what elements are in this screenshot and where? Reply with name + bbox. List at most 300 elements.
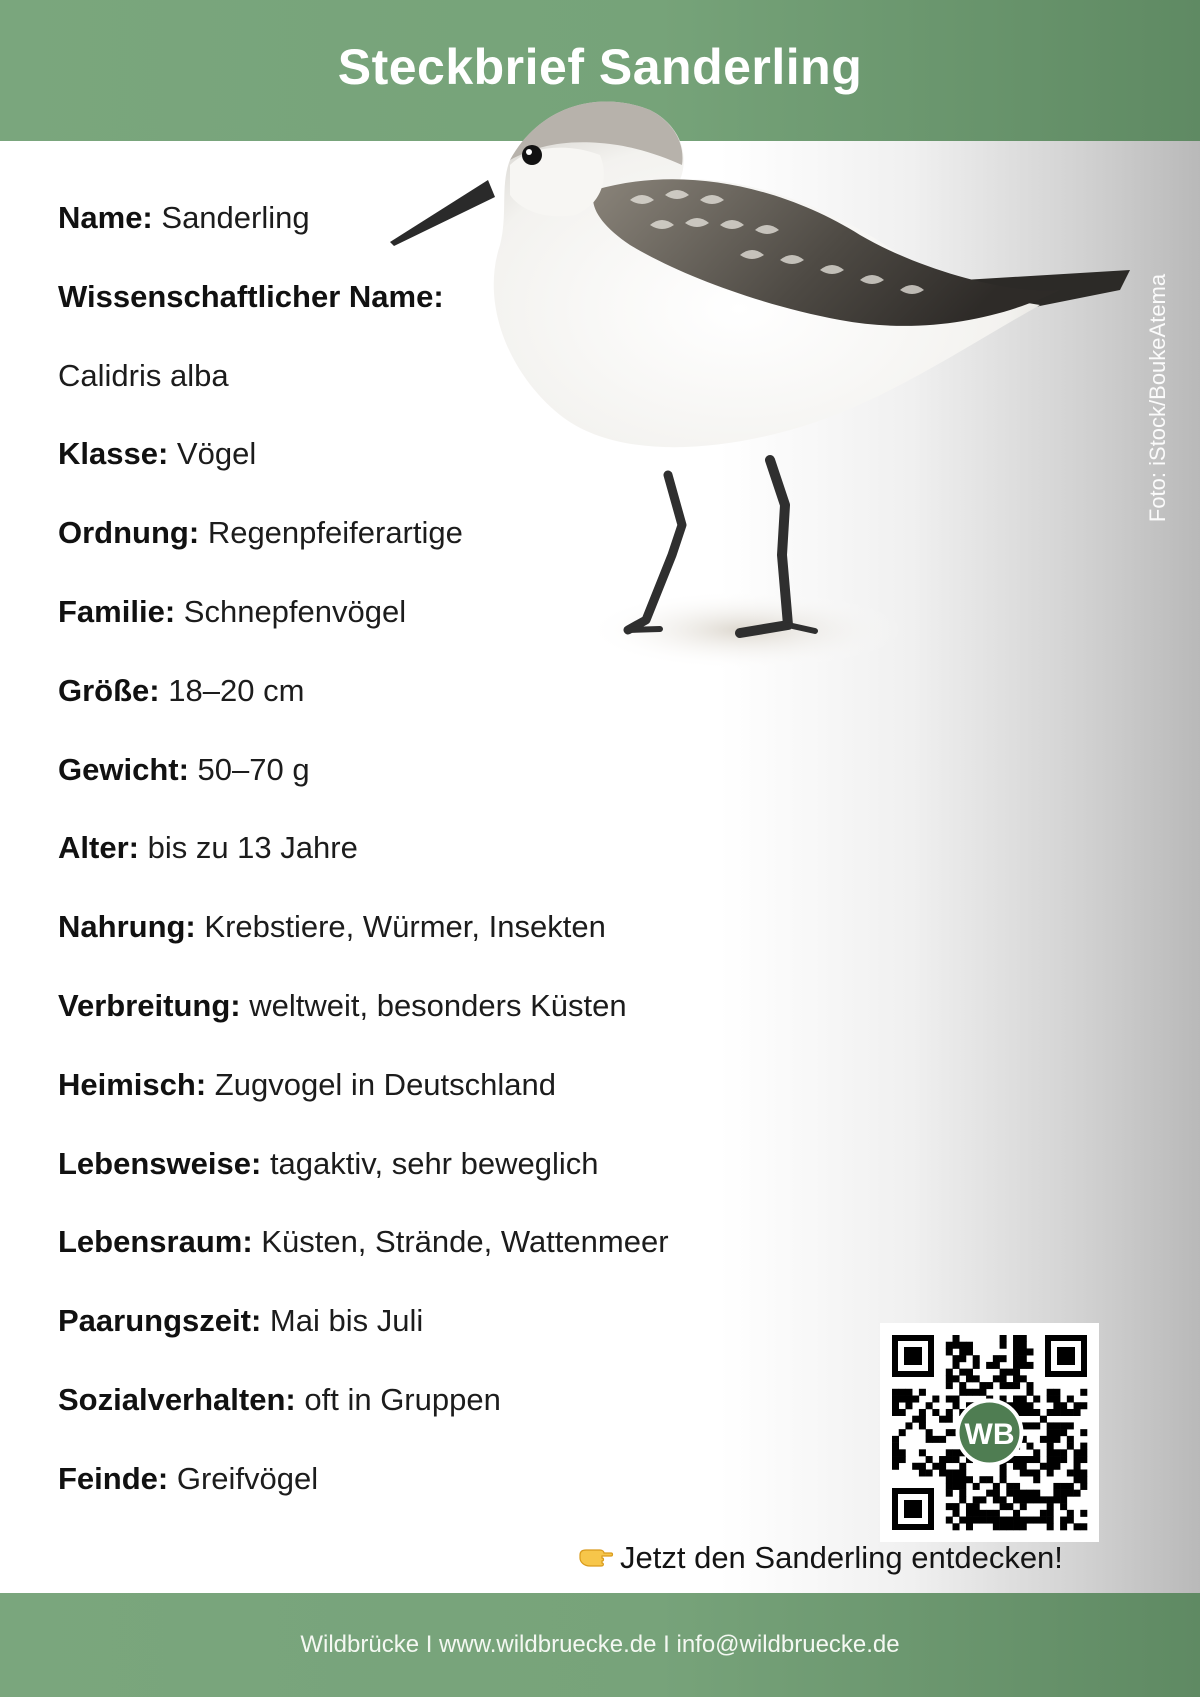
qr-module — [1026, 1409, 1033, 1416]
qr-module — [993, 1483, 1000, 1490]
qr-module — [1067, 1443, 1074, 1450]
qr-module — [946, 1375, 953, 1382]
cta-text: Jetzt den Sanderling entdecken! — [620, 1540, 1063, 1575]
photo-credit: Foto: iStock/BoukeAtema — [1145, 273, 1170, 523]
qr-module — [959, 1517, 966, 1524]
qr-code-image — [880, 1323, 1099, 1542]
fact-label: Ordnung: — [58, 515, 200, 551]
qr-module — [912, 1396, 919, 1403]
qr-module — [1067, 1469, 1074, 1476]
qr-module — [1033, 1449, 1040, 1456]
qr-module — [899, 1456, 906, 1463]
qr-module — [979, 1382, 986, 1389]
qr-module — [1060, 1449, 1067, 1456]
qr-module — [926, 1456, 933, 1463]
qr-module — [993, 1496, 1000, 1503]
qr-module — [1053, 1496, 1060, 1503]
qr-module — [1053, 1463, 1060, 1470]
qr-module — [1047, 1469, 1054, 1476]
qr-module — [1033, 1396, 1040, 1403]
fact-line — [58, 513, 463, 553]
qr-module — [953, 1469, 960, 1476]
qr-module — [959, 1483, 966, 1490]
qr-module — [899, 1389, 906, 1396]
qr-module — [1047, 1503, 1054, 1510]
qr-module — [1040, 1416, 1047, 1423]
qr-module — [986, 1476, 993, 1483]
qr-module — [1000, 1523, 1007, 1530]
qr-module — [932, 1396, 939, 1403]
qr-module — [905, 1422, 912, 1429]
qr-module — [1020, 1456, 1027, 1463]
qr-module — [1060, 1523, 1067, 1530]
qr-module — [979, 1510, 986, 1517]
qr-module — [1040, 1436, 1047, 1443]
qr-module — [1053, 1409, 1060, 1416]
fact-label: Name: — [58, 200, 153, 235]
qr-module — [966, 1369, 973, 1376]
fact-value: Sanderling — [161, 200, 310, 235]
qr-module — [1020, 1348, 1027, 1355]
qr-module — [953, 1362, 960, 1369]
qr-module — [1020, 1335, 1027, 1342]
qr-module — [1053, 1449, 1060, 1456]
fact-line — [58, 986, 627, 1026]
qr-module — [959, 1490, 966, 1497]
fact-line — [58, 1065, 556, 1105]
qr-module — [1067, 1490, 1074, 1497]
qr-module — [986, 1382, 993, 1389]
qr-module — [973, 1483, 980, 1490]
qr-module — [939, 1456, 946, 1463]
fact-value: Vögel — [176, 436, 257, 472]
qr-module — [1067, 1409, 1074, 1416]
qr-module — [1013, 1342, 1020, 1349]
qr-module — [899, 1409, 906, 1416]
qr-module — [946, 1490, 953, 1497]
qr-module — [1026, 1443, 1033, 1450]
qr-module — [939, 1463, 946, 1470]
qr-module — [953, 1375, 960, 1382]
qr-module — [1026, 1389, 1033, 1396]
qr-module — [953, 1510, 960, 1517]
qr-module — [1020, 1409, 1027, 1416]
qr-module — [1053, 1402, 1060, 1409]
qr-module — [959, 1496, 966, 1503]
qr-module — [1080, 1523, 1087, 1530]
fact-line — [58, 198, 310, 238]
qr-module — [1000, 1382, 1007, 1389]
qr-module — [1000, 1375, 1007, 1382]
qr-module — [1013, 1483, 1020, 1490]
qr-module — [973, 1389, 980, 1396]
qr-module — [892, 1389, 899, 1396]
qr-module — [1074, 1490, 1081, 1497]
qr-module — [966, 1476, 973, 1483]
qr-module — [1026, 1422, 1033, 1429]
qr-module — [1006, 1517, 1013, 1524]
fact-value: Krebstiere, Würmer, Insekten — [204, 909, 606, 945]
qr-module — [1047, 1409, 1054, 1416]
qr-module — [1006, 1382, 1013, 1389]
call-to-action[interactable] — [578, 1540, 1063, 1576]
qr-module — [966, 1503, 973, 1510]
qr-module — [1033, 1422, 1040, 1429]
qr-module — [926, 1402, 933, 1409]
qr-module — [953, 1476, 960, 1483]
qr-module — [1067, 1422, 1074, 1429]
qr-module — [1047, 1449, 1054, 1456]
qr-module — [1053, 1436, 1060, 1443]
qr-module — [1006, 1483, 1013, 1490]
qr-module — [1033, 1469, 1040, 1476]
qr-module — [926, 1469, 933, 1476]
qr-module — [892, 1409, 899, 1416]
qr-module — [959, 1348, 966, 1355]
qr-module — [892, 1463, 899, 1470]
qr-module — [1080, 1456, 1087, 1463]
fact-label: Größe: — [58, 672, 160, 708]
qr-module — [979, 1476, 986, 1483]
qr-module — [1026, 1362, 1033, 1369]
qr-module — [1013, 1517, 1020, 1524]
qr-module — [1020, 1396, 1027, 1403]
qr-module — [1020, 1402, 1027, 1409]
qr-module — [973, 1375, 980, 1382]
qr-module — [1067, 1483, 1074, 1490]
qr-module — [1020, 1342, 1027, 1349]
pointing-hand-icon — [578, 1542, 614, 1572]
qr-module — [1047, 1463, 1054, 1470]
qr-module — [1013, 1510, 1020, 1517]
qr-module — [973, 1362, 980, 1369]
fact-value: 50–70 g — [197, 751, 310, 787]
qr-module — [1013, 1496, 1020, 1503]
qr-module — [1040, 1510, 1047, 1517]
qr-module — [1020, 1503, 1027, 1510]
qr-module — [1080, 1449, 1087, 1456]
qr-module — [1026, 1517, 1033, 1524]
qr-module — [1013, 1523, 1020, 1530]
fact-label: Familie: — [58, 594, 176, 629]
qr-module — [1047, 1422, 1054, 1429]
fact-value: 18–20 cm — [168, 672, 305, 708]
qr-module — [979, 1496, 986, 1503]
qr-module — [993, 1490, 1000, 1497]
fact-label: Paarungszeit: — [58, 1303, 262, 1339]
qr-module — [973, 1517, 980, 1524]
qr-module — [1013, 1362, 1020, 1369]
fact-line — [58, 1459, 318, 1499]
qr-module — [939, 1436, 946, 1443]
fact-line — [58, 1222, 669, 1262]
qr-module — [1047, 1396, 1054, 1403]
qr-module — [892, 1456, 899, 1463]
qr-module — [1013, 1335, 1020, 1342]
qr-module — [1006, 1523, 1013, 1530]
qr-module — [1013, 1490, 1020, 1497]
qr-module — [932, 1436, 939, 1443]
qr-module — [1013, 1348, 1020, 1355]
qr-module — [1060, 1402, 1067, 1409]
qr-module — [1080, 1483, 1087, 1490]
qr-module — [1053, 1396, 1060, 1403]
fact-label: Nahrung: — [58, 909, 196, 945]
qr-module — [946, 1456, 953, 1463]
qr-module — [1000, 1369, 1007, 1376]
qr-module — [946, 1416, 953, 1423]
qr-module — [919, 1463, 926, 1470]
qr-module — [953, 1483, 960, 1490]
qr-module — [1026, 1469, 1033, 1476]
qr-module — [1074, 1476, 1081, 1483]
qr-module — [1013, 1369, 1020, 1376]
qr-module — [986, 1517, 993, 1524]
qr-module — [892, 1443, 899, 1450]
qr-module — [1060, 1483, 1067, 1490]
qr-module — [1067, 1510, 1074, 1517]
qr-module — [1060, 1409, 1067, 1416]
qr-module — [1020, 1469, 1027, 1476]
qr-module — [993, 1355, 1000, 1362]
qr-module — [1060, 1490, 1067, 1497]
qr-module — [1013, 1355, 1020, 1362]
qr-module — [993, 1375, 1000, 1382]
qr-module — [919, 1449, 926, 1456]
qr-module — [993, 1510, 1000, 1517]
qr-module — [1080, 1476, 1087, 1483]
qr-module — [1080, 1469, 1087, 1476]
qr-module — [986, 1490, 993, 1497]
qr-module — [1053, 1483, 1060, 1490]
qr-code[interactable] — [880, 1323, 1099, 1542]
fact-value: Zugvogel in Deutschland — [214, 1066, 557, 1102]
qr-module — [1047, 1389, 1054, 1396]
qr-module — [899, 1449, 906, 1456]
fact-line — [58, 592, 406, 632]
qr-module — [892, 1402, 899, 1409]
fact-line — [58, 1380, 501, 1420]
qr-module — [979, 1517, 986, 1524]
qr-module — [919, 1469, 926, 1476]
qr-module — [892, 1449, 899, 1456]
qr-module — [973, 1503, 980, 1510]
qr-module — [993, 1362, 1000, 1369]
footer-contact[interactable]: Wildbrücke I www.wildbruecke.de I info@wildbruecke.de — [300, 1631, 900, 1658]
qr-module — [946, 1369, 953, 1376]
qr-module — [1000, 1517, 1007, 1524]
fact-label: Verbreitung: — [58, 988, 241, 1023]
qr-module — [959, 1469, 966, 1476]
qr-module — [973, 1510, 980, 1517]
qr-module — [1020, 1490, 1027, 1497]
qr-module — [946, 1348, 953, 1355]
fact-label: Gewicht: — [58, 751, 189, 787]
qr-module — [1074, 1402, 1081, 1409]
qr-module — [892, 1436, 899, 1443]
qr-module — [1053, 1389, 1060, 1396]
qr-module — [953, 1523, 960, 1530]
qr-module — [1060, 1496, 1067, 1503]
qr-module — [946, 1449, 953, 1456]
fact-value: oft in Gruppen — [304, 1382, 501, 1417]
qr-module — [993, 1517, 1000, 1524]
qr-module — [1047, 1517, 1054, 1524]
qr-module — [986, 1362, 993, 1369]
qr-module — [946, 1469, 953, 1476]
qr-module — [959, 1355, 966, 1362]
qr-module — [1053, 1429, 1060, 1436]
qr-module — [966, 1510, 973, 1517]
qr-module — [1006, 1490, 1013, 1497]
qr-module — [1026, 1382, 1033, 1389]
qr-module — [1060, 1429, 1067, 1436]
qr-module — [1013, 1396, 1020, 1403]
qr-module — [1080, 1402, 1087, 1409]
qr-module — [1047, 1456, 1054, 1463]
qr-module — [939, 1416, 946, 1423]
qr-module — [959, 1389, 966, 1396]
page-title: Steckbrief Sanderling — [337, 39, 863, 95]
fact-value: Calidris alba — [58, 357, 229, 393]
qr-module — [1000, 1335, 1007, 1342]
fact-line — [58, 828, 358, 868]
qr-module — [1013, 1402, 1020, 1409]
qr-module — [1026, 1348, 1033, 1355]
fact-label: Lebensweise: — [58, 1145, 262, 1181]
qr-module — [946, 1503, 953, 1510]
qr-module — [939, 1469, 946, 1476]
qr-module — [973, 1496, 980, 1503]
qr-module — [986, 1510, 993, 1517]
qr-module — [946, 1409, 953, 1416]
qr-module — [1053, 1422, 1060, 1429]
qr-module — [1000, 1496, 1007, 1503]
qr-logo-text: WB — [964, 1418, 1015, 1451]
qr-module — [1047, 1523, 1054, 1530]
qr-module — [1033, 1496, 1040, 1503]
qr-module — [1006, 1503, 1013, 1510]
qr-module — [1020, 1517, 1027, 1524]
qr-module — [946, 1396, 953, 1403]
qr-module — [919, 1409, 926, 1416]
qr-module — [946, 1382, 953, 1389]
qr-module — [979, 1389, 986, 1396]
qr-module — [919, 1416, 926, 1423]
qr-module — [1074, 1449, 1081, 1456]
qr-module — [1026, 1490, 1033, 1497]
qr-module — [953, 1342, 960, 1349]
qr-module — [905, 1402, 912, 1409]
qr-module — [1074, 1469, 1081, 1476]
qr-module — [1047, 1443, 1054, 1450]
qr-module — [1020, 1496, 1027, 1503]
qr-module — [946, 1517, 953, 1524]
qr-module — [1020, 1523, 1027, 1530]
qr-module — [959, 1463, 966, 1470]
qr-module — [959, 1342, 966, 1349]
qr-module — [1060, 1503, 1067, 1510]
qr-module — [993, 1523, 1000, 1530]
fact-value: Greifvögel — [176, 1460, 319, 1496]
qr-module — [899, 1429, 906, 1436]
qr-module — [953, 1503, 960, 1510]
fact-label: Heimisch: — [58, 1066, 207, 1102]
qr-module — [966, 1348, 973, 1355]
footer-banner — [0, 1593, 1200, 1697]
qr-module — [932, 1409, 939, 1416]
qr-module — [1020, 1463, 1027, 1470]
qr-module — [1080, 1429, 1087, 1436]
qr-module — [1026, 1456, 1033, 1463]
qr-module — [1067, 1436, 1074, 1443]
fact-label: Klasse: — [58, 436, 169, 472]
fact-label: Wissenschaftlicher Name: — [58, 278, 444, 314]
qr-module — [1067, 1517, 1074, 1524]
qr-module — [1026, 1402, 1033, 1409]
fact-label: Sozialverhalten: — [58, 1382, 296, 1417]
qr-module — [946, 1483, 953, 1490]
qr-module — [959, 1476, 966, 1483]
qr-module — [1074, 1463, 1081, 1470]
fact-line — [58, 907, 606, 947]
qr-module — [953, 1449, 960, 1456]
qr-module — [1067, 1396, 1074, 1403]
qr-module — [926, 1436, 933, 1443]
qr-module — [1013, 1463, 1020, 1470]
qr-module — [1000, 1476, 1007, 1483]
qr-module — [966, 1375, 973, 1382]
qr-module — [946, 1429, 953, 1436]
qr-module — [1020, 1375, 1027, 1382]
sanderling-photo — [360, 85, 1160, 685]
fact-line — [58, 277, 444, 317]
qr-module — [1013, 1456, 1020, 1463]
qr-module — [919, 1422, 926, 1429]
qr-module — [953, 1402, 960, 1409]
fact-value: Mai bis Juli — [269, 1303, 424, 1339]
qr-module — [1074, 1456, 1081, 1463]
qr-module — [953, 1456, 960, 1463]
fact-line — [58, 1144, 598, 1184]
qr-module — [1040, 1463, 1047, 1470]
qr-module — [932, 1463, 939, 1470]
fact-line — [58, 1301, 423, 1341]
qr-module — [953, 1355, 960, 1362]
qr-module — [966, 1389, 973, 1396]
qr-module — [1080, 1389, 1087, 1396]
fact-label: Feinde: — [58, 1460, 169, 1496]
qr-module — [946, 1476, 953, 1483]
qr-module — [953, 1335, 960, 1342]
qr-module — [1033, 1517, 1040, 1524]
qr-module — [1006, 1369, 1013, 1376]
qr-module — [926, 1429, 933, 1436]
qr-module — [1060, 1517, 1067, 1524]
qr-module — [1060, 1456, 1067, 1463]
qr-module — [1020, 1355, 1027, 1362]
qr-module — [1053, 1490, 1060, 1497]
qr-module — [1074, 1523, 1081, 1530]
qr-module — [959, 1382, 966, 1389]
qr-module — [1074, 1409, 1081, 1416]
qr-module — [892, 1396, 899, 1403]
fact-value: weltweit, besonders Küsten — [249, 988, 627, 1023]
qr-module — [1047, 1436, 1054, 1443]
qr-module — [1026, 1496, 1033, 1503]
qr-module — [966, 1342, 973, 1349]
qr-module — [1047, 1496, 1054, 1503]
